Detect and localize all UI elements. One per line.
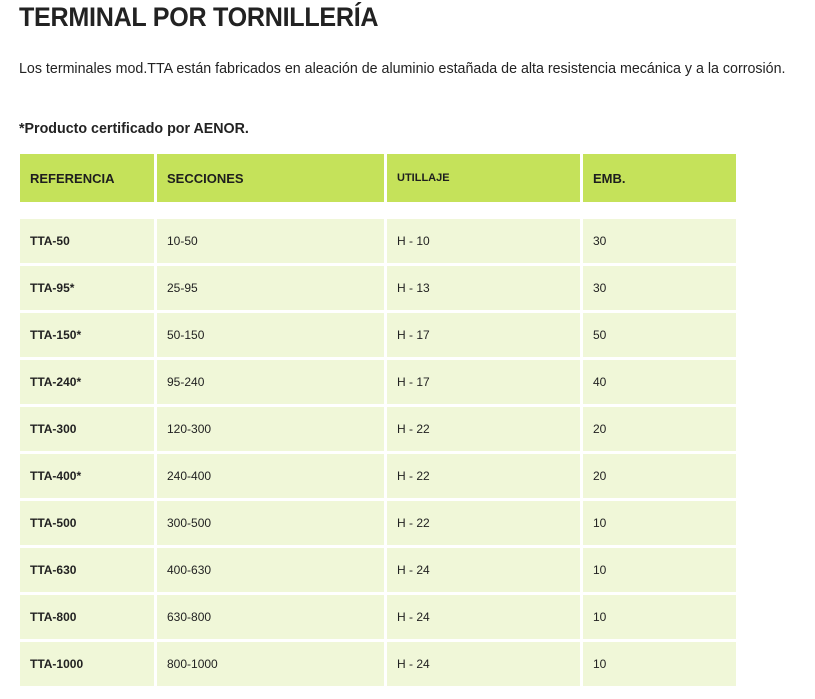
cell-secciones: 10-50 [157, 219, 384, 263]
header-secciones: SECCIONES [157, 154, 384, 202]
cell-utillaje: H - 17 [387, 360, 580, 404]
cell-emb: 10 [583, 548, 736, 592]
cell-utillaje: H - 24 [387, 548, 580, 592]
table-row [20, 595, 740, 639]
cell-secciones: 800-1000 [157, 642, 384, 686]
cell-referencia: TTA-630 [20, 548, 154, 592]
certification-note: *Producto certificado por AENOR. [19, 120, 249, 137]
cell-secciones: 630-800 [157, 595, 384, 639]
intro-text: Los terminales mod.TTA están fabricados en aleación de aluminio estañada de alta resistencia mecánica y a la corrosión. [19, 60, 786, 77]
cell-referencia: TTA-800 [20, 595, 154, 639]
cell-referencia: TTA-300 [20, 407, 154, 451]
table-row [20, 454, 740, 498]
cell-emb: 20 [583, 454, 736, 498]
cell-emb: 30 [583, 219, 736, 263]
cell-utillaje: H - 10 [387, 219, 580, 263]
cell-emb: 10 [583, 595, 736, 639]
cell-referencia: TTA-95* [20, 266, 154, 310]
cell-utillaje: H - 24 [387, 642, 580, 686]
table-row [20, 360, 740, 404]
products-table [20, 154, 740, 689]
cell-utillaje: H - 22 [387, 407, 580, 451]
table-row [20, 501, 740, 545]
cell-referencia: TTA-50 [20, 219, 154, 263]
cell-emb: 10 [583, 501, 736, 545]
cell-secciones: 240-400 [157, 454, 384, 498]
table-row [20, 548, 740, 592]
table-header-row [20, 154, 740, 202]
cell-secciones: 50-150 [157, 313, 384, 357]
cell-secciones: 400-630 [157, 548, 384, 592]
table-row [20, 266, 740, 310]
cell-emb: 50 [583, 313, 736, 357]
header-emb: EMB. [583, 154, 736, 202]
cell-utillaje: H - 17 [387, 313, 580, 357]
cell-secciones: 300-500 [157, 501, 384, 545]
cell-emb: 40 [583, 360, 736, 404]
cell-utillaje: H - 24 [387, 595, 580, 639]
page-title: TERMINAL POR TORNILLERÍA [19, 2, 379, 32]
table-row [20, 407, 740, 451]
cell-emb: 20 [583, 407, 736, 451]
cell-secciones: 95-240 [157, 360, 384, 404]
cell-utillaje: H - 13 [387, 266, 580, 310]
cell-referencia: TTA-1000 [20, 642, 154, 686]
cell-referencia: TTA-500 [20, 501, 154, 545]
cell-utillaje: H - 22 [387, 501, 580, 545]
header-referencia: REFERENCIA [20, 154, 154, 202]
table-row [20, 219, 740, 263]
table-row [20, 313, 740, 357]
cell-emb: 30 [583, 266, 736, 310]
cell-referencia: TTA-150* [20, 313, 154, 357]
cell-emb: 10 [583, 642, 736, 686]
table-row [20, 642, 740, 686]
header-utillaje: UTILLAJE [387, 154, 580, 202]
cell-utillaje: H - 22 [387, 454, 580, 498]
cell-secciones: 25-95 [157, 266, 384, 310]
cell-secciones: 120-300 [157, 407, 384, 451]
cell-referencia: TTA-400* [20, 454, 154, 498]
cell-referencia: TTA-240* [20, 360, 154, 404]
